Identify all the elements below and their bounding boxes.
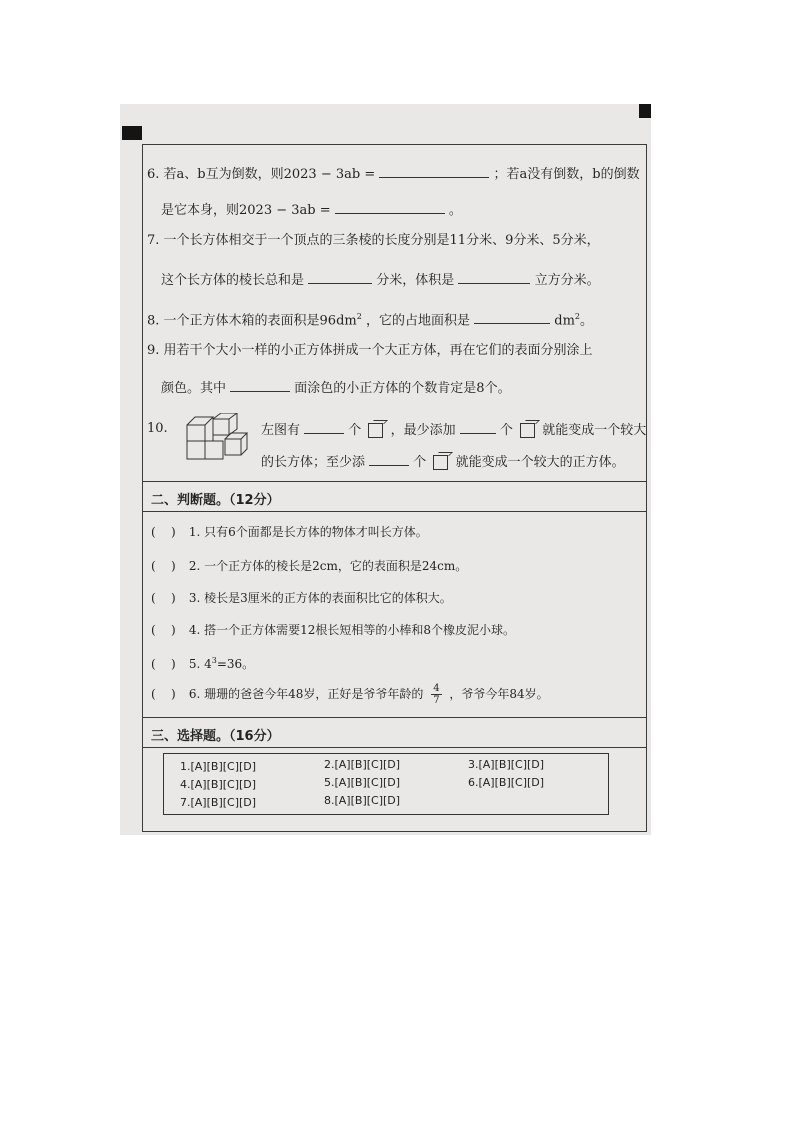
registration-mark-right xyxy=(639,104,651,118)
q6-blank-1[interactable] xyxy=(379,165,489,178)
answer-paren[interactable]: ( ) xyxy=(151,623,176,637)
answer-paren[interactable]: ( ) xyxy=(151,657,176,671)
judge-item-5: ( ) 5. $4^3=36$。 xyxy=(151,656,255,671)
small-cube-icon xyxy=(433,455,448,470)
judge-item-2: ( ) 2. 一个正方体的棱长是2cm，它的表面积是24cm。 xyxy=(151,559,468,573)
section-divider-2 xyxy=(143,481,646,482)
section-3-underline xyxy=(143,747,646,748)
question-9-line-1: 9. 用若干个大小一样的小正方体拼成一个大正方体，再在它们的表面分别涂上 xyxy=(147,343,593,358)
answer-sheet-frame xyxy=(142,144,647,832)
q7-blank-2[interactable] xyxy=(458,271,530,284)
section-3-title: 三、选择题。（16分） xyxy=(151,729,280,744)
question-8: 8. 一个正方体木箱的表面积是$96dm^2$ ，它的占地面积是 $dm^2$。 xyxy=(147,312,594,329)
registration-mark-left xyxy=(122,126,142,140)
judge-item-1: ( ) 1. 只有6个面都是长方体的物体才叫长方体。 xyxy=(151,525,428,539)
question-7-line-1: 7. 一个长方体相交于一个顶点的三条棱的长度分别是11分米、9分米、5分米， xyxy=(147,233,600,248)
answer-choice-5[interactable]: 5.[A][B][C][D] xyxy=(324,776,401,789)
small-cube-icon xyxy=(368,423,383,438)
question-10-line-2: 的长方体；至少添 个 就能变成一个较大的正方体。 xyxy=(261,455,625,470)
section-2-title: 二、判断题。（12分） xyxy=(151,493,280,508)
answer-choice-3[interactable]: 3.[A][B][C][D] xyxy=(468,758,545,771)
answer-choice-8[interactable]: 8.[A][B][C][D] xyxy=(324,794,401,807)
small-cube-icon xyxy=(520,423,535,438)
answer-choice-6[interactable]: 6.[A][B][C][D] xyxy=(468,776,545,789)
q6-blank-2[interactable] xyxy=(335,201,445,214)
answer-choice-4[interactable]: 4.[A][B][C][D] xyxy=(180,778,257,791)
stacked-cubes-figure xyxy=(185,413,257,467)
answer-paren[interactable]: ( ) xyxy=(151,591,176,605)
scanned-photo xyxy=(120,104,651,835)
q10-blank-2[interactable] xyxy=(460,421,496,434)
q10-blank-1[interactable] xyxy=(304,421,344,434)
question-9-line-2: 颜色。其中 面涂色的小正方体的个数肯定是8个。 xyxy=(161,381,511,396)
answer-grid xyxy=(163,753,609,815)
question-10-number: 10. xyxy=(147,421,168,436)
question-10-line-1: 左图有 个 ，最少添加 个 就能变成一个较大 xyxy=(261,423,647,438)
judge-item-4: ( ) 4. 搭一个正方体需要12根长短相等的小棒和8个橡皮泥小球。 xyxy=(151,623,515,637)
answer-choice-1[interactable]: 1.[A][B][C][D] xyxy=(180,760,257,773)
q10-blank-3[interactable] xyxy=(369,453,409,466)
question-6-line-1: 6. 若a、b互为倒数，则2023 − 3ab = ；若a没有倒数，b的倒数 xyxy=(147,167,640,182)
answer-paren[interactable]: ( ) xyxy=(151,525,176,539)
q9-blank[interactable] xyxy=(230,379,290,392)
section-divider-3 xyxy=(143,717,646,718)
answer-paren[interactable]: ( ) xyxy=(151,559,176,573)
q8-blank[interactable] xyxy=(474,311,550,324)
answer-choice-7[interactable]: 7.[A][B][C][D] xyxy=(180,796,257,809)
question-7-line-2: 这个长方体的棱长总和是 分米，体积是 立方分米。 xyxy=(161,273,600,288)
judge-item-3: ( ) 3. 棱长是3厘米的正方体的表面积比它的体积大。 xyxy=(151,591,452,605)
question-6-line-2: 是它本身，则2023 − 3ab = 。 xyxy=(161,203,462,218)
judge-item-6: ( ) 6. 珊珊的爸爸今年48岁，正好是爷爷年龄的 $\frac{4}{7}$ ，爷爷今年84岁。 xyxy=(151,683,549,706)
q7-blank-1[interactable] xyxy=(308,271,372,284)
fraction: $\frac{4}{7}$ xyxy=(433,683,440,706)
section-2-underline xyxy=(143,511,646,512)
answer-paren[interactable]: ( ) xyxy=(151,687,176,701)
answer-choice-2[interactable]: 2.[A][B][C][D] xyxy=(324,758,401,771)
